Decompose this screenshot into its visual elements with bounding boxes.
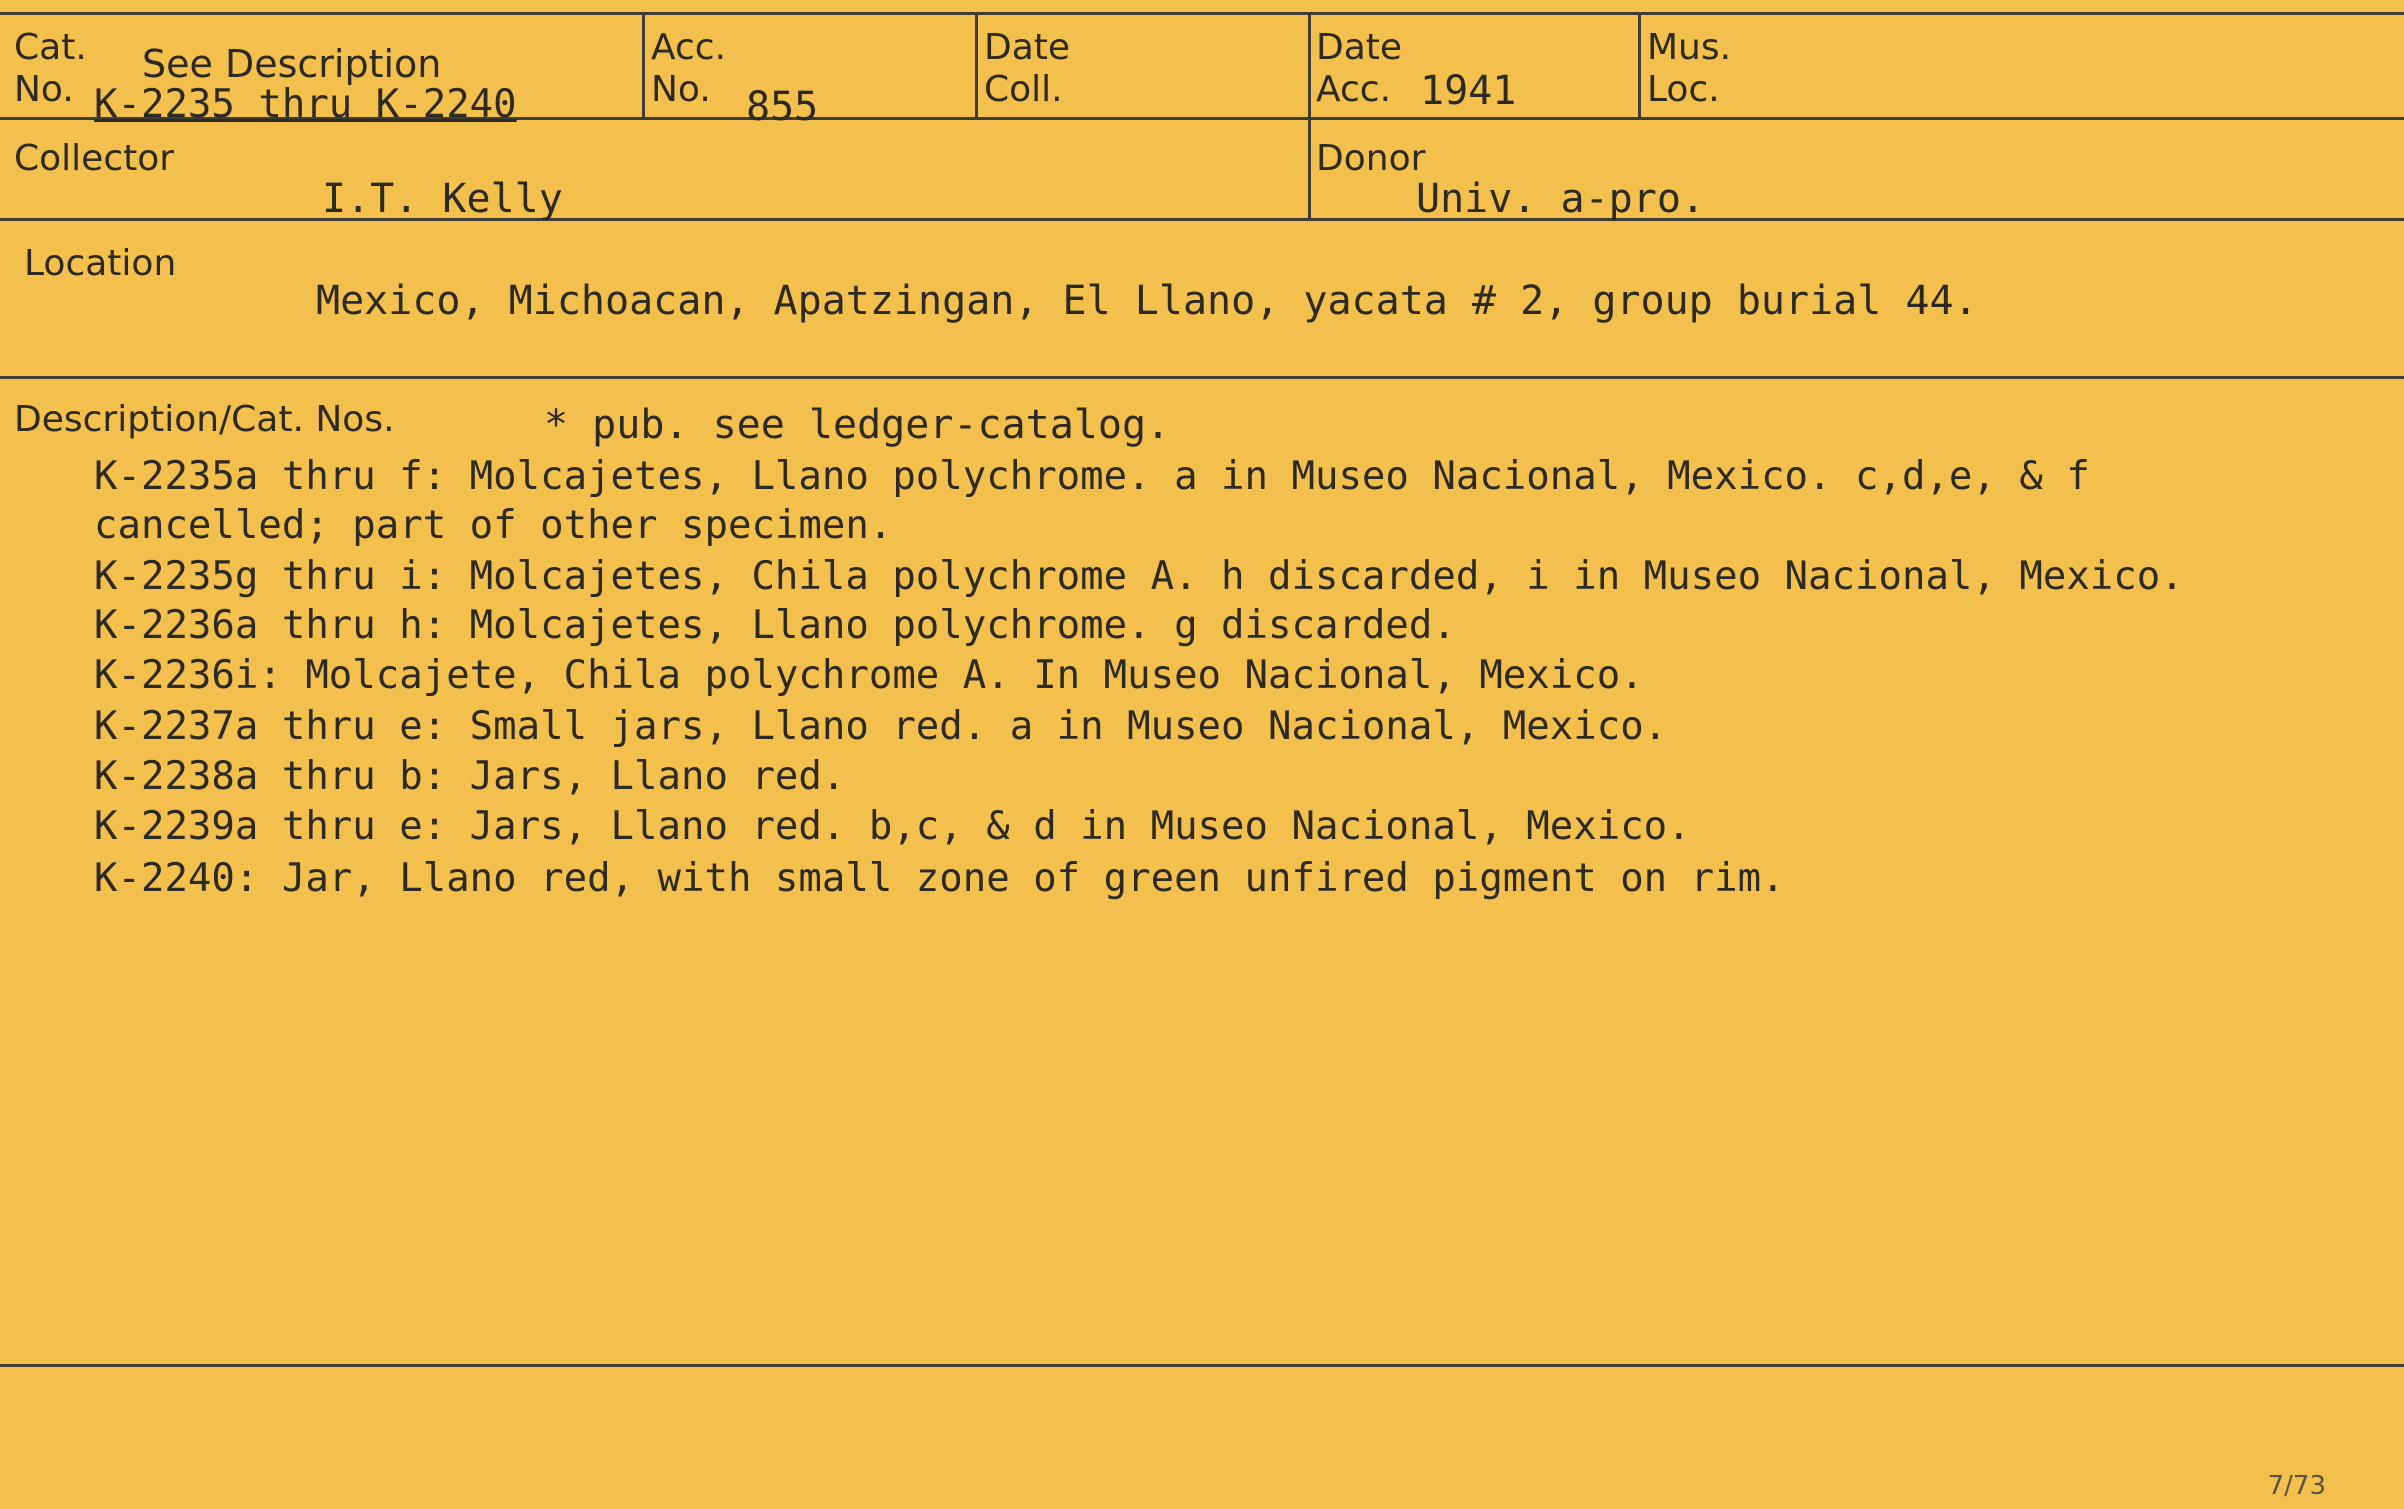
mus-label: Mus.: [1647, 27, 1732, 68]
location-value: Mexico, Michoacan, Apatzingan, El Llano, yacata # 2, group burial 44.: [316, 278, 1978, 324]
description-line: K-2240: Jar, Llano red, with small zone of green unfired pigment on rim.: [94, 856, 1785, 901]
collector-value: I.T. Kelly: [322, 176, 563, 222]
acc-no-label: No.: [651, 69, 711, 110]
header-col-divider-1: [642, 12, 645, 118]
description-line: K-2235g thru i: Molcajetes, Chila polychrome A. h discarded, i in Museo Nacional, Mexico.: [94, 554, 2184, 599]
description-label: Description/Cat. Nos.: [14, 399, 395, 440]
lower-divider: [0, 1364, 2404, 1367]
cat-see-description: See Description: [142, 42, 442, 86]
cat-label: Cat.: [14, 27, 87, 68]
coll-label: Coll.: [984, 69, 1063, 110]
date-acc-label: Date: [1316, 27, 1403, 68]
location-divider: [0, 376, 2404, 379]
acc-date-label: Acc.: [1316, 69, 1392, 110]
cat-number-range: K-2235 thru K-2240: [94, 82, 517, 127]
description-line: K-2236a thru h: Molcajetes, Llano polychrome. g discarded.: [94, 603, 1456, 648]
header-col-divider-4: [1638, 12, 1641, 118]
description-line: K-2236i: Molcajete, Chila polychrome A. In Museo Nacional, Mexico.: [94, 653, 1644, 698]
donor-label: Donor: [1316, 138, 1426, 179]
description-line: K-2238a thru b: Jars, Llano red.: [94, 754, 846, 799]
header-col-divider-3: [1308, 12, 1311, 219]
donor-value: Univ. a-pro.: [1416, 176, 1705, 222]
acc-label: Acc.: [651, 27, 727, 68]
header-col-divider-2: [975, 12, 978, 118]
loc-label: Loc.: [1647, 69, 1720, 110]
location-label: Location: [24, 243, 177, 284]
date-coll-label: Date: [984, 27, 1071, 68]
collector-label: Collector: [14, 138, 175, 179]
pencil-note: 7/73: [2267, 1471, 2326, 1501]
cat-no-label: No.: [14, 69, 74, 110]
description-line: K-2239a thru e: Jars, Llano red. b,c, & d in Museo Nacional, Mexico.: [94, 804, 1691, 849]
description-line: cancelled; part of other specimen.: [94, 503, 893, 548]
top-border: [0, 12, 2404, 15]
description-line: K-2237a thru e: Small jars, Llano red. a in Museo Nacional, Mexico.: [94, 704, 1668, 749]
acc-number: 855: [746, 84, 819, 130]
description-line: K-2235a thru f: Molcajetes, Llano polychrome. a in Museo Nacional, Mexico. c,d,e, & f: [94, 454, 2090, 499]
ledger-note: * pub. see ledger-catalog.: [544, 402, 1171, 448]
accession-year: 1941: [1420, 68, 1517, 114]
